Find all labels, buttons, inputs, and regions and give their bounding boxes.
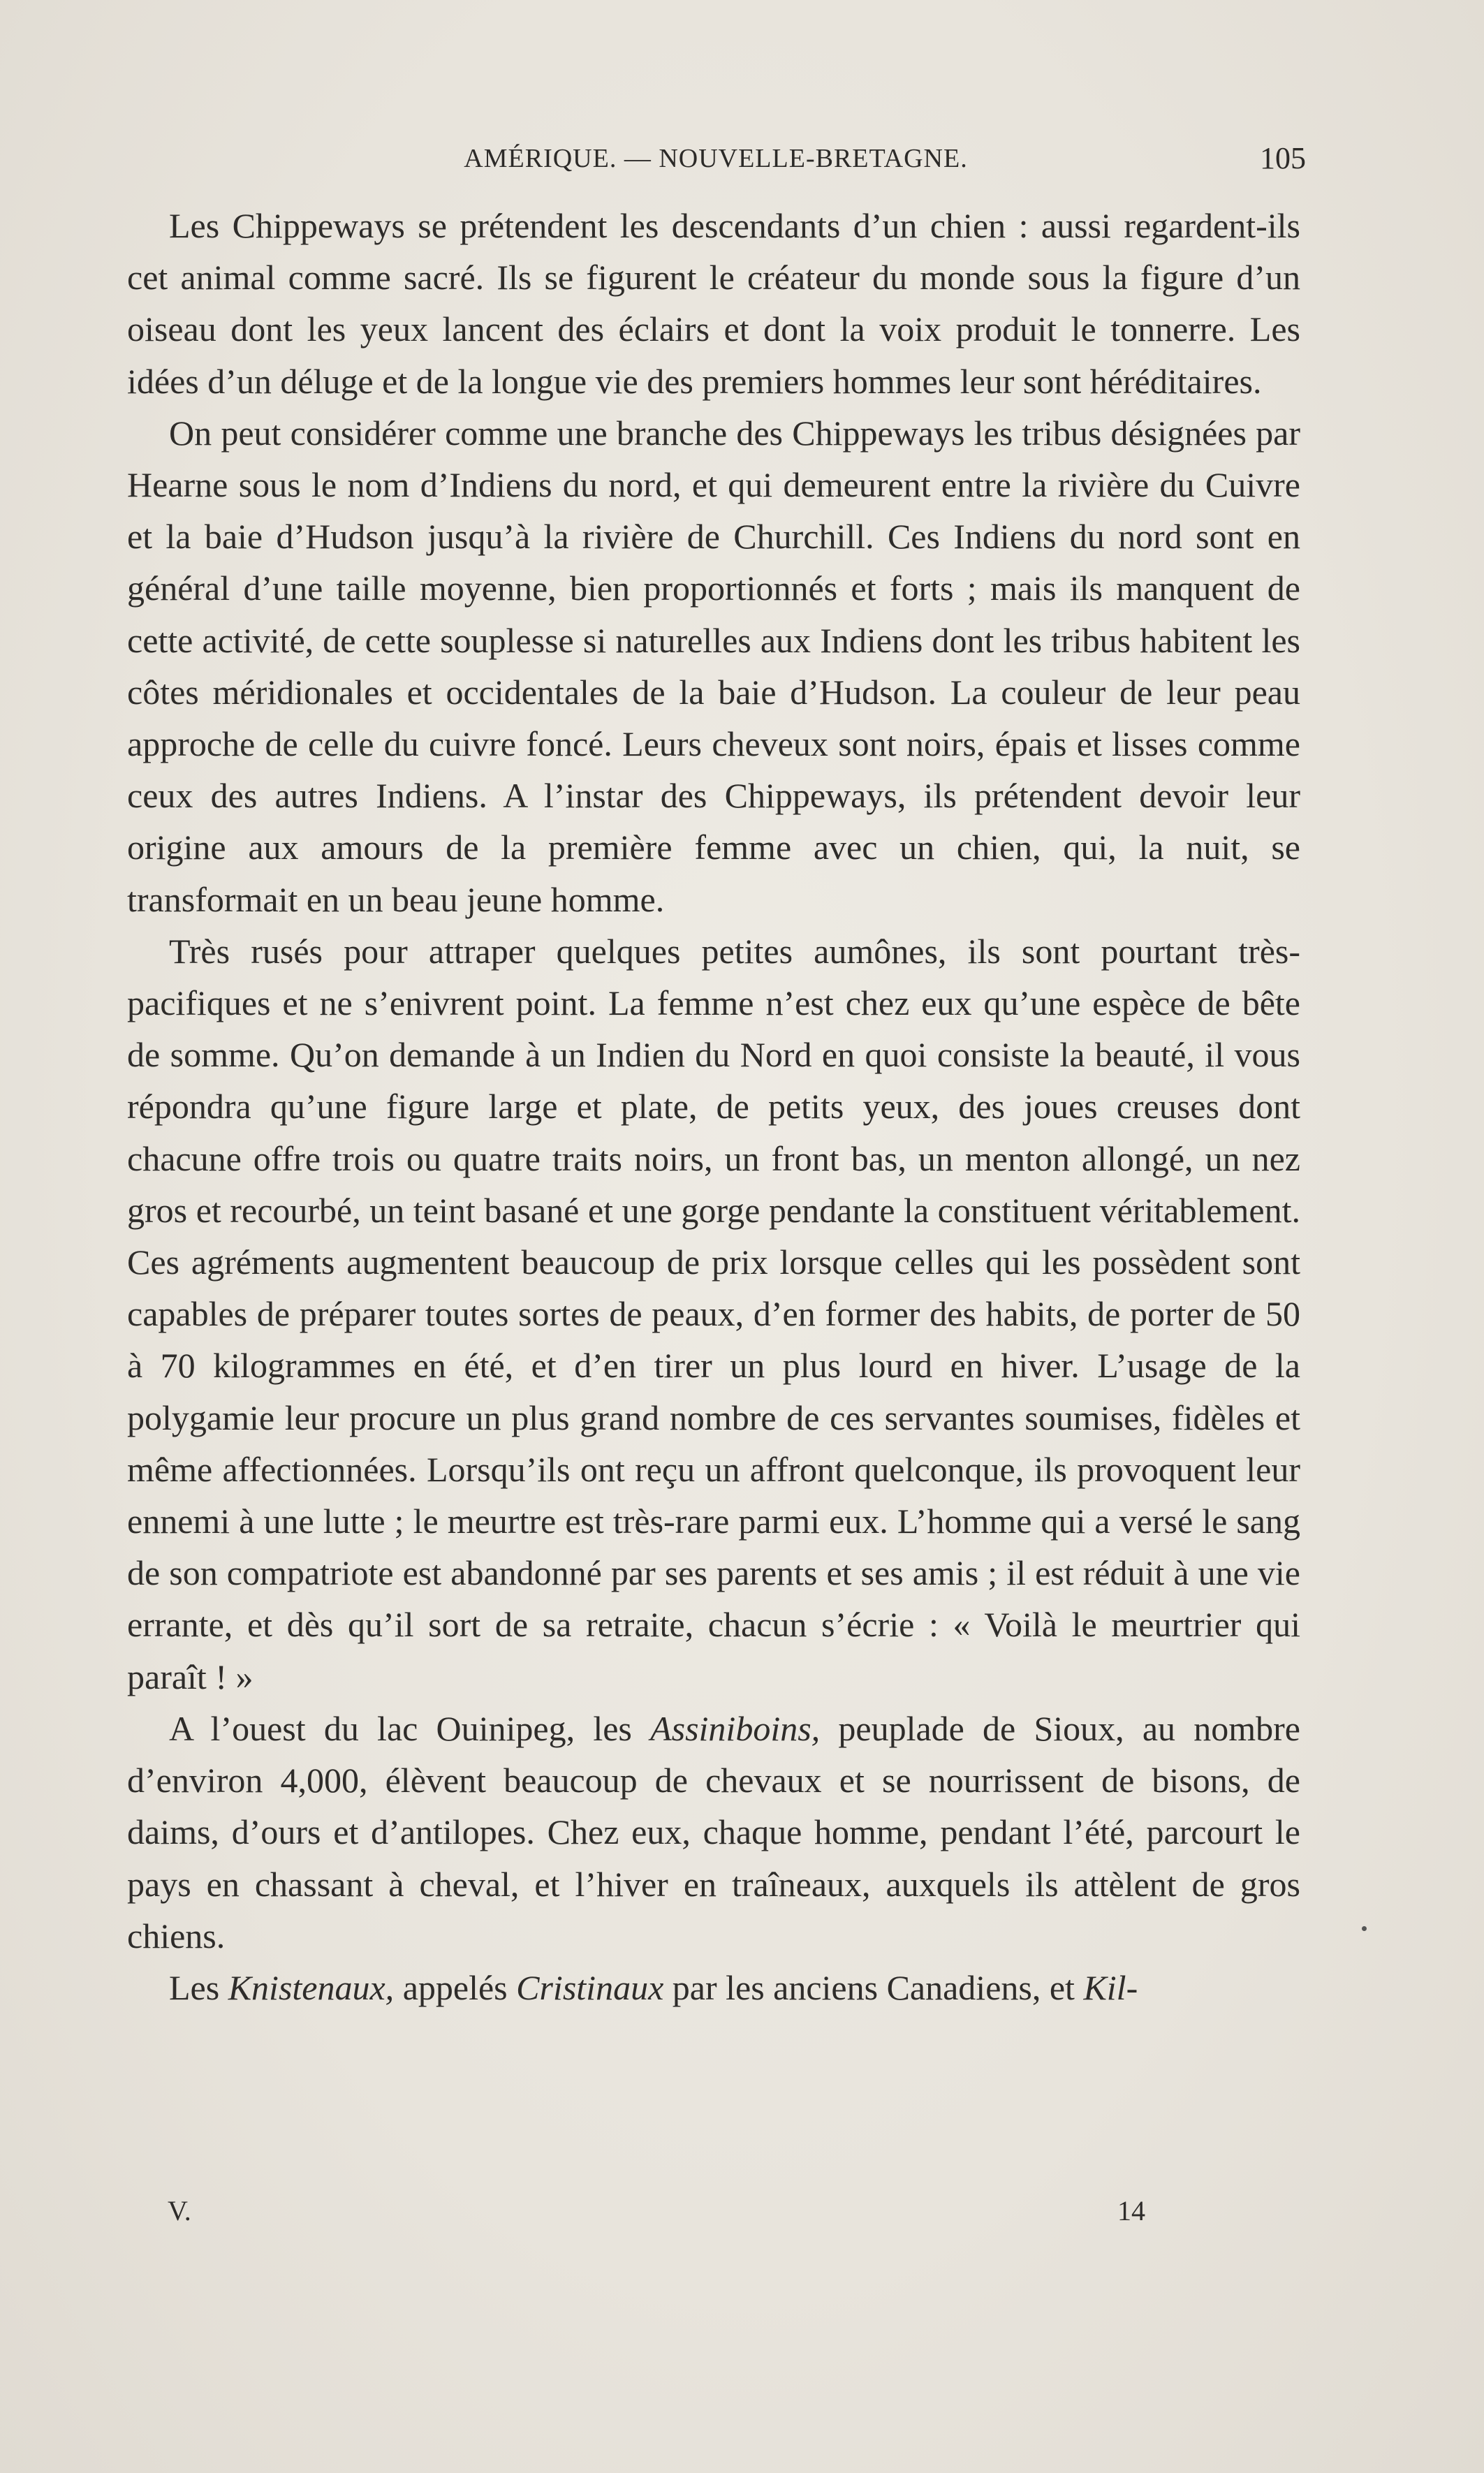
- page-number: 105: [1260, 141, 1306, 175]
- paragraph-1: Les Chippeways se prétendent les descendants d’un chien : aussi regardent-ils cet animal comme sacré. Ils se figurent le créateur du monde sous la figure d’un oiseau dont les yeux lancent des éclairs et dont la voix produit le tonnerre. Les idées d’un déluge et de la longue vie des premiers hommes leur sont héréditaires.: [127, 206, 1300, 401]
- term-assiniboins: Assiniboins,: [650, 1708, 821, 1748]
- term-cristinaux: Cristinaux: [516, 1967, 664, 2007]
- paragraph-4-lead: A l’ouest du lac Ouinipeg, les: [169, 1708, 651, 1748]
- paragraph-5: [127, 1962, 1300, 2013]
- paragraph-5-lead: Les: [169, 1967, 228, 2007]
- paragraph-5-mid: appelés: [394, 1967, 517, 2007]
- sheet-number: 14: [1117, 2195, 1145, 2226]
- paragraph-5-mid2: par les anciens Canadiens, et: [663, 1967, 1084, 2007]
- signature-mark: V.: [168, 2195, 191, 2226]
- paragraph-4: [127, 1703, 1300, 1962]
- running-title: AMÉRIQUE. — NOUVELLE-BRETAGNE.: [464, 144, 968, 173]
- body-text: [127, 200, 1300, 2013]
- page-header: [126, 143, 1306, 185]
- ink-speck: [1362, 1926, 1367, 1931]
- page-footer: [168, 2194, 1145, 2236]
- term-knistenaux: Knistenaux,: [228, 1967, 395, 2007]
- paragraph-2: On peut considérer comme une branche des Chippeways les tribus désignées par Hearne sous le nom d’Indiens du nord, et qui demeurent entre la rivière du Cuivre et la baie d’Hudson jusqu’à la rivière de Churchill. Ces Indiens du nord sont en général d’une taille moyenne, bien proportionnés et forts ; mais ils manquent de cette activité, de cette souplesse si naturelles aux Indiens dont les tribus habitent les côtes méridionales et occidentales de la baie d’Hudson. La couleur de leur peau approche de celle du cuivre foncé. Leurs cheveux sont noirs, épais et lisses comme ceux des autres Indiens. A l’instar des Chippeways, ils prétendent devoir leur origine aux amours de la première femme avec un chien, qui, la nuit, se transformait en un beau jeune homme.: [127, 413, 1300, 919]
- term-kil: Kil-: [1083, 1967, 1138, 2007]
- paragraph-3: Très rusés pour attraper quelques petites aumônes, ils sont pourtant très-pacifiques et ne s’enivrent point. La femme n’est chez eux qu’une espèce de bête de somme. Qu’on demande à un Indien du Nord en quoi consiste la beauté, il vous répondra qu’une figure large et plate, de petits yeux, des joues creuses dont chacune offre trois ou quatre traits noirs, un front bas, un menton allongé, un nez gros et recourbé, un teint basané et une gorge pendante la constituent véritablement. Ces agréments augmentent beaucoup de prix lorsque celles qui les possèdent sont capables de préparer toutes sortes de peaux, d’en former des habits, de porter de 50 à 70 kilogrammes en été, et d’en tirer un plus lourd en hiver. L’usage de la polygamie leur procure un plus grand nombre de ces servantes soumises, fidèles et même affectionnées. Lorsqu’ils ont reçu un affront quelconque, ils provoquent leur ennemi à une lutte ; le meurtre est très-rare parmi eux. L’homme qui a versé le sang de son compatriote est abandonné par ses parents et ses amis ; il est réduit à une vie errante, et dès qu’il sort de sa retraite, chacun s’écrie : « Voilà le meurtrier qui paraît ! »: [127, 931, 1300, 1696]
- paragraph-4-rest: peuplade de Sioux, au nombre d’environ 4,000, élèvent beaucoup de chevaux et se nourrissent de bisons, de daims, d’ours et d’antilopes. Chez eux, chaque homme, pendant l’été, parcourt le pays en chassant à cheval, et l’hiver en traîneaux, auxquels ils attèlent de gros chiens.: [127, 1708, 1300, 1955]
